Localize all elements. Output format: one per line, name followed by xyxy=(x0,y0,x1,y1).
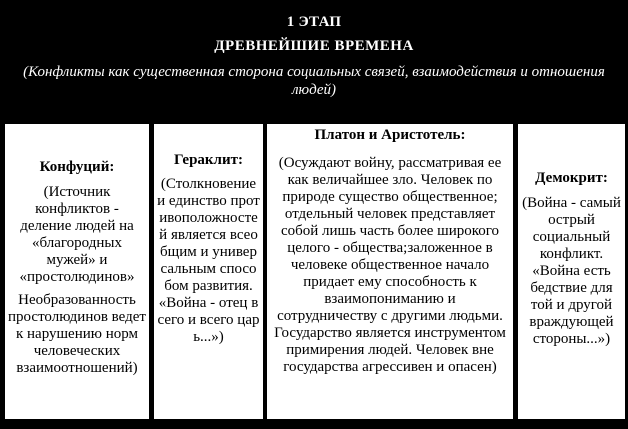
column-heading: Демокрит: xyxy=(535,170,608,186)
column-confucius xyxy=(5,124,149,419)
column-heading: Конфуций: xyxy=(39,159,115,175)
column-plato-aristotle xyxy=(267,124,513,419)
stage-subtitle: (Конфликты как существенная сторона социальных связей, взаимодействия и отношения людей) xyxy=(23,64,605,98)
stage-header xyxy=(0,0,628,120)
column-heading: Платон и Аристотель: xyxy=(314,127,466,143)
column-text: (Осуждают войну, рассматривая ее как величайшее зло. Человек по природе существо общественное; отдельный человек представляет собой лишь часть более широкого целого - общества;заложенное в человеке общественное начало придает ему способность к взаимопониманию и сотрудничеству с другими людьми. Государство является инструментом примирения людей. Человек вне государства агрессивен и опасен) xyxy=(274,155,506,375)
column-text: (Война - самый острый социальный конфликт. «Война есть бедствие для той и другой враждующей стороны...») xyxy=(522,195,621,347)
stage-title: ДРЕВНЕЙШИЕ ВРЕМЕНА xyxy=(214,38,414,54)
column-text: (Столкновение и единство противоположностей является всеобщим и универсальным способом развития. «Война - отец всего и всего царь...») xyxy=(157,176,260,345)
column-text: (Источник конфликтов - деление людей на «благородных мужей» и «простолюдинов» xyxy=(19,184,135,285)
column-text-secondary: Необразованность простолюдинов ведет к нарушению норм человеческих взаимоотношений) xyxy=(8,292,146,376)
column-democritus xyxy=(518,124,625,419)
stage-number: 1 ЭТАП xyxy=(286,14,342,30)
column-heading: Гераклит: xyxy=(174,152,243,168)
column-heraclitus xyxy=(154,124,263,419)
